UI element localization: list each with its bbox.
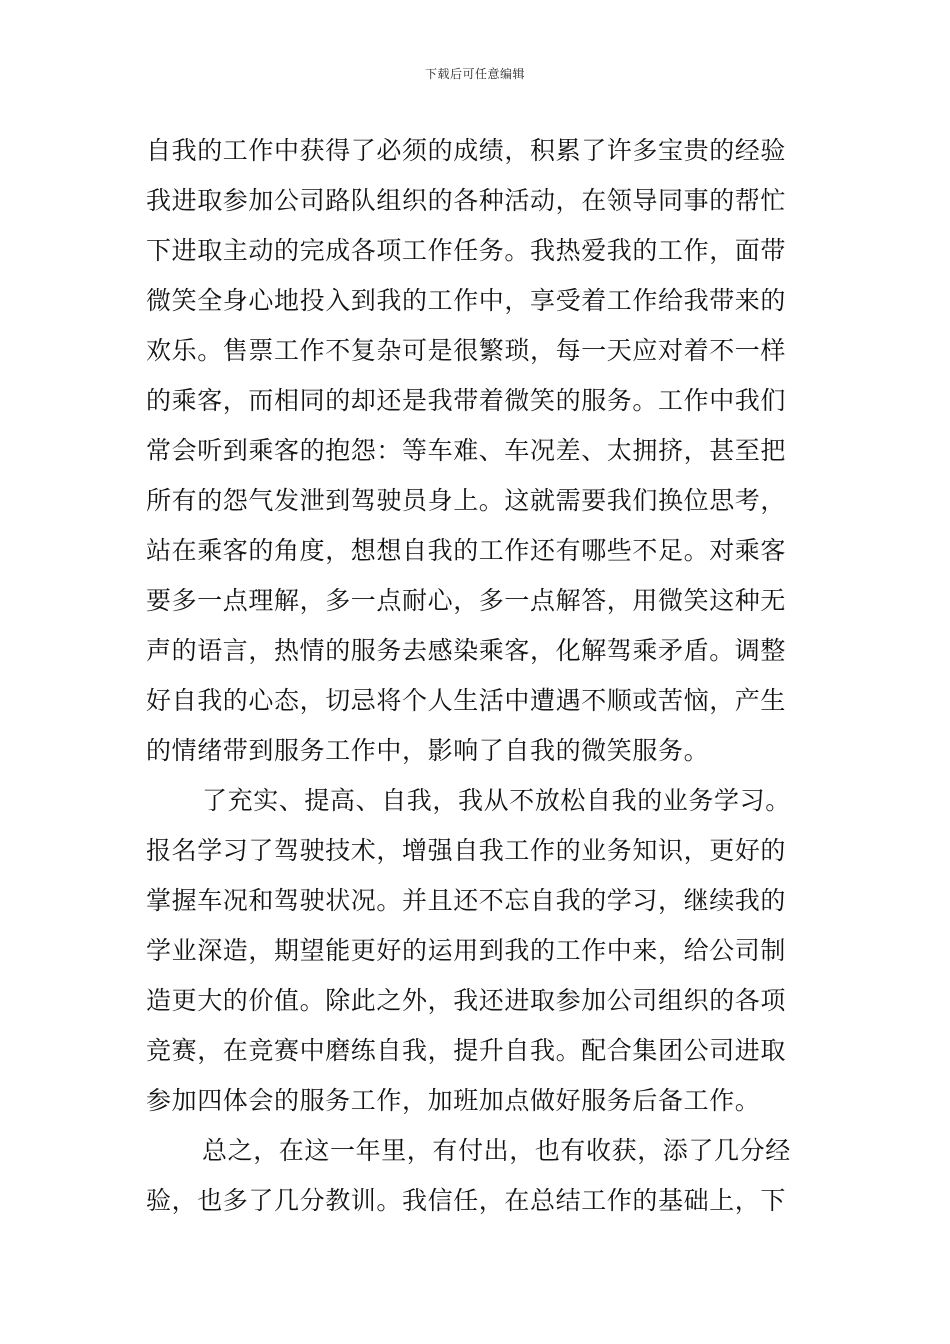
text-line: 自我的工作中获得了必须的成绩，积累了许多宝贵的经验 xyxy=(146,136,787,165)
text-line: 的乘客，而相同的却还是我带着微笑的服务。工作中我们 xyxy=(146,386,787,415)
text-line: 造更大的价值。除此之外，我还进取参加公司组织的各项 xyxy=(146,986,787,1015)
document-body xyxy=(146,126,806,1226)
page-header: 下载后可任意编辑 xyxy=(424,67,525,81)
paragraph-start-line: 了充实、提高、自我，我从不放松自我的业务学习。 xyxy=(202,786,791,815)
text-line: 好自我的心态，切忌将个人生活中遭遇不顺或苦恼，产生 xyxy=(146,686,787,715)
text-line: 验，也多了几分教训。我信任，在总结工作的基础上，下 xyxy=(146,1186,787,1215)
text-line: 学业深造，期望能更好的运用到我的工作中来，给公司制 xyxy=(146,936,787,965)
text-line: 参加四体会的服务工作，加班加点做好服务后备工作。 xyxy=(146,1086,761,1115)
text-line: 掌握车况和驾驶状况。并且还不忘自我的学习，继续我的 xyxy=(146,886,787,915)
text-line: 我进取参加公司路队组织的各种活动，在领导同事的帮忙 xyxy=(146,186,787,215)
text-line: 欢乐。售票工作不复杂可是很繁琐，每一天应对着不一样 xyxy=(146,336,787,365)
text-line: 下进取主动的完成各项工作任务。我热爱我的工作，面带 xyxy=(146,236,787,265)
text-line: 竞赛，在竞赛中磨练自我，提升自我。配合集团公司进取 xyxy=(146,1036,787,1065)
paragraph-start-line: 总之，在这一年里，有付出，也有收获，添了几分经 xyxy=(202,1136,791,1165)
text-line: 报名学习了驾驶技术，增强自我工作的业务知识，更好的 xyxy=(146,836,787,865)
text-line: 站在乘客的角度，想想自我的工作还有哪些不足。对乘客 xyxy=(146,536,787,565)
text-line: 所有的怨气发泄到驾驶员身上。这就需要我们换位思考， xyxy=(146,486,787,515)
text-line: 常会听到乘客的抱怨：等车难、车况差、太拥挤，甚至把 xyxy=(146,436,787,465)
text-line: 声的语言，热情的服务去感染乘客，化解驾乘矛盾。调整 xyxy=(146,636,787,665)
text-line: 要多一点理解，多一点耐心，多一点解答，用微笑这种无 xyxy=(146,586,787,615)
text-line: 微笑全身心地投入到我的工作中，享受着工作给我带来的 xyxy=(146,286,787,315)
text-line: 的情绪带到服务工作中，影响了自我的微笑服务。 xyxy=(146,736,710,765)
